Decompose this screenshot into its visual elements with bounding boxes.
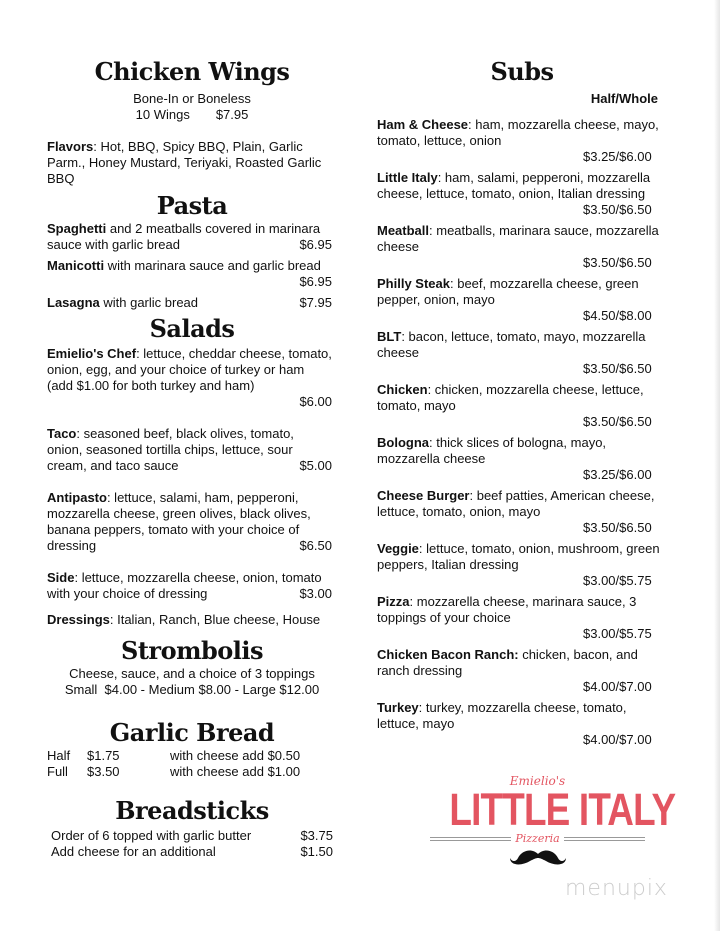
menupix-watermark: menupix — [565, 876, 668, 901]
strombolis-heading: Strombolis — [121, 636, 263, 665]
item-price: $7.95 — [299, 295, 332, 310]
subs-heading: Subs — [490, 57, 554, 86]
sub-name: Ham & Cheese — [377, 117, 469, 132]
sub-desc: : meatballs, marinara sauce, mozzarella cheese — [377, 223, 659, 254]
sub-desc-block — [377, 276, 662, 308]
right-column — [377, 57, 676, 902]
salads-item — [47, 346, 332, 410]
sub-desc: : mozzarella cheese, marinara sauce, 3 toppings of your choice — [377, 594, 637, 625]
sub-price: $3.50/$6.50 — [583, 520, 652, 535]
item-name: Taco — [47, 426, 77, 441]
salads-heading: Salads — [149, 314, 235, 343]
sub-item — [377, 647, 662, 695]
item-name: Manicotti — [47, 258, 105, 273]
wings-count: 10 Wings — [135, 107, 190, 122]
sub-name: Chicken — [377, 382, 428, 397]
price: $3.75 — [300, 828, 333, 843]
sub-name: Bologna — [377, 435, 429, 450]
sub-desc: : beef, mozzarella cheese, green pepper, onion, mayo — [377, 276, 639, 307]
sub-price: $4.00/$7.00 — [583, 732, 652, 747]
sub-desc: : beef patties, American cheese, lettuce, tomato, onion, mayo — [377, 488, 655, 519]
little-italy-logo — [430, 774, 676, 872]
flavors-text — [47, 139, 332, 187]
strombolis-info — [47, 666, 337, 698]
sub-item — [377, 276, 662, 324]
chicken-wings-subtitle: Bone-In or Boneless — [133, 91, 251, 106]
sub-desc: : chicken, mozzarella cheese, lettuce, tomato, mayo — [377, 382, 644, 413]
half-whole-header: Half/Whole — [590, 91, 658, 106]
flavors-list: : Hot, BBQ, Spicy BBQ, Plain, Garlic Parm., Honey Mustard, Teriyaki, Roasted Garlic BBQ — [47, 139, 322, 186]
sub-desc-block — [377, 435, 662, 467]
sub-name: Pizza — [377, 594, 410, 609]
sub-name: Cheese Burger — [377, 488, 470, 503]
logo-pizzeria-text: Pizzeria — [515, 832, 560, 845]
sub-item — [377, 170, 662, 218]
item-desc: : lettuce, cheddar cheese, tomato, onion, egg, and your choice of turkey or ham (add $1.00 for both turkey and ham) — [47, 346, 332, 393]
garlic-bread-row — [47, 764, 337, 780]
sub-desc: : ham, mozzarella cheese, mayo, tomato, lettuce, onion — [377, 117, 659, 148]
sub-item — [377, 329, 662, 377]
item-price: $3.00 — [299, 586, 332, 601]
chicken-wings-info — [47, 91, 337, 123]
label: Add cheese for an additional — [51, 844, 216, 859]
item-desc: : Italian, Ranch, Blue cheese, House — [109, 612, 321, 627]
sub-name: Philly Steak — [377, 276, 450, 291]
sub-desc-block — [377, 594, 662, 626]
extra: with cheese add $0.50 — [170, 748, 301, 763]
pasta-item — [47, 258, 332, 290]
sub-desc-block — [377, 223, 662, 255]
strombolis-desc: Cheese, sauce, and a choice of 3 toppings — [69, 666, 315, 681]
sub-price: $3.50/$6.50 — [583, 361, 652, 376]
salads-item — [47, 426, 332, 474]
sub-item — [377, 382, 662, 430]
sub-desc: : lettuce, tomato, onion, mushroom, green peppers, Italian dressing — [377, 541, 660, 572]
left-column — [47, 57, 337, 860]
item-name: Lasagna — [47, 295, 100, 310]
sub-item — [377, 700, 662, 748]
item-desc: : lettuce, mozzarella cheese, onion, tomato with your choice of dressing — [47, 570, 322, 601]
item-desc: : seasoned beef, black olives, tomato, onion, seasoned tortilla chips, lettuce, sour cream, and taco sauce — [47, 426, 294, 473]
salads-item — [47, 490, 332, 554]
sub-price: $3.00/$5.75 — [583, 626, 652, 641]
sub-item — [377, 223, 662, 271]
salads-item — [47, 570, 332, 602]
breadsticks-row — [51, 828, 333, 844]
extra: with cheese add $1.00 — [170, 764, 301, 779]
salads-item — [47, 612, 332, 628]
sub-price: $4.00/$7.00 — [583, 679, 652, 694]
item-name: Spaghetti — [47, 221, 107, 236]
sub-name: Little Italy — [377, 170, 438, 185]
sub-price: $3.00/$5.75 — [583, 573, 652, 588]
sub-desc: : ham, salami, pepperoni, mozzarella cheese, lettuce, tomato, onion, Italian dressing — [377, 170, 651, 201]
pasta-item — [47, 221, 332, 253]
sub-desc-block — [377, 117, 662, 149]
flavors-label: Flavors — [47, 139, 94, 154]
item-desc: with marinara sauce and garlic bread — [104, 258, 321, 273]
item-desc: with garlic bread — [99, 295, 199, 310]
item-name: Antipasto — [47, 490, 107, 505]
sub-item — [377, 435, 662, 483]
sub-desc-block — [377, 647, 662, 679]
size: Half — [47, 748, 71, 763]
sub-desc: : turkey, mozzarella cheese, tomato, lettuce, mayo — [377, 700, 627, 731]
logo-emielios: Emielio's — [509, 774, 566, 788]
chicken-wings-heading: Chicken Wings — [94, 57, 290, 86]
sub-price: $3.25/$6.00 — [583, 149, 652, 164]
item-name: Side — [47, 570, 75, 585]
sub-desc: chicken, bacon, and ranch dressing — [377, 647, 638, 678]
size: Full — [47, 764, 68, 779]
sub-name: Meatball — [377, 223, 430, 238]
sub-item — [377, 488, 662, 536]
sub-name: Veggie — [377, 541, 419, 556]
item-price: $6.95 — [299, 274, 332, 289]
sub-desc-block — [377, 541, 662, 573]
price: $3.50 — [87, 764, 120, 779]
sub-desc-block — [377, 170, 662, 202]
item-price: $6.50 — [299, 538, 332, 553]
garlic-bread-heading: Garlic Bread — [109, 718, 275, 747]
sub-price: $3.50/$6.50 — [583, 414, 652, 429]
chicken-wings-price-line — [47, 107, 337, 123]
sub-price: $3.50/$6.50 — [583, 202, 652, 217]
item-price: $5.00 — [299, 458, 332, 473]
sub-item — [377, 117, 662, 165]
sub-desc: : thick slices of bologna, mayo, mozzarella cheese — [377, 435, 607, 466]
item-desc: : lettuce, salami, ham, pepperoni, mozzarella cheese, green olives, black olives, banana peppers, tomato with your choice of dressing — [47, 490, 311, 553]
price: $1.75 — [87, 748, 120, 763]
pasta-heading: Pasta — [156, 191, 228, 220]
label: Order of 6 topped with garlic butter — [51, 828, 252, 843]
sub-price: $3.50/$6.50 — [583, 255, 652, 270]
item-price: $6.95 — [299, 237, 332, 252]
wings-price: $7.95 — [215, 107, 249, 122]
sub-item — [377, 541, 662, 589]
item-desc: and 2 meatballs covered in marinara sauce with garlic bread — [47, 221, 321, 252]
sub-desc-block — [377, 382, 662, 414]
sub-desc: : bacon, lettuce, tomato, mayo, mozzarella cheese — [377, 329, 646, 360]
subs-list — [377, 117, 662, 748]
sub-item — [377, 594, 662, 642]
garlic-bread-row — [47, 748, 337, 764]
sub-name: Chicken Bacon Ranch: — [377, 647, 519, 662]
breadsticks-row — [51, 844, 333, 860]
mustache-icon — [508, 848, 568, 868]
sub-name: BLT — [377, 329, 402, 344]
price: $1.50 — [300, 844, 333, 859]
logo-little-italy: LITTLE ITALY — [449, 784, 676, 835]
pasta-salads-sections — [47, 191, 337, 628]
sub-name: Turkey — [377, 700, 419, 715]
sub-price: $3.25/$6.00 — [583, 467, 652, 482]
strombolis-prices: Small $4.00 - Medium $8.00 - Large $12.00 — [64, 682, 320, 697]
item-name: Dressings — [47, 612, 110, 627]
breadsticks-table — [51, 828, 333, 860]
sub-price: $4.50/$8.00 — [583, 308, 652, 323]
page-edge — [714, 0, 720, 931]
sub-desc-block — [377, 700, 662, 732]
sub-desc-block — [377, 329, 662, 361]
sub-desc-block — [377, 488, 662, 520]
garlic-bread-table — [47, 748, 337, 780]
pasta-item — [47, 295, 332, 311]
item-name: Emielio's Chef — [47, 346, 137, 361]
breadsticks-heading: Breadsticks — [115, 796, 269, 825]
item-price: $6.00 — [299, 394, 332, 409]
